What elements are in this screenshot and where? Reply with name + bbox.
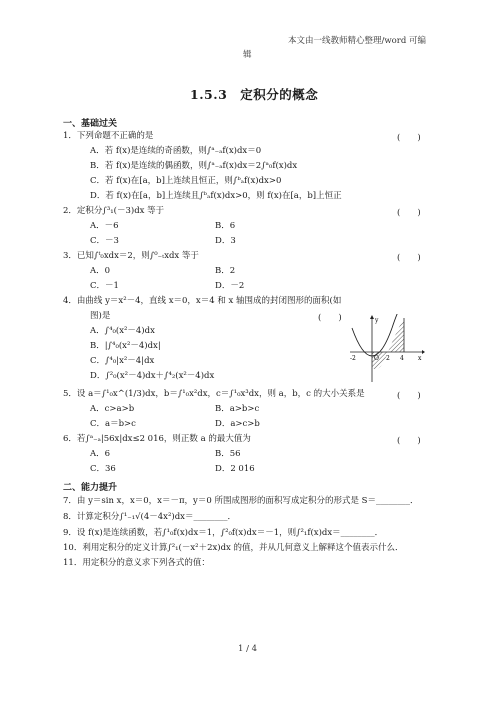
question-2-option-d: D．3 — [215, 236, 236, 246]
question-1-option-c: C．若 f(x)在[a，b]上连续且恒正，则∫ᵇₐf(x)dx>0 — [90, 176, 282, 186]
header-line1: 本文由一线教师精心整理/word 可编 — [288, 36, 426, 46]
question-6-option-b: B．56 — [215, 449, 241, 459]
graph-tick-neg2: -2 — [350, 355, 356, 362]
graph-tick-4: 4 — [400, 355, 404, 362]
question-3-option-b: B．2 — [215, 266, 236, 276]
question-5-stem: 5．设 a＝∫¹₀x^(1/3)dx，b＝∫¹₀x²dx，c＝∫¹₀x³dx，则 a，b，c 的大小关系是 — [63, 389, 365, 399]
header-line2: 辑 — [243, 50, 252, 60]
answer-paren-6: ( ) — [397, 436, 421, 446]
question-4-option-c: C．∫⁴₀|x²－4|dx — [90, 356, 155, 366]
question-4-option-b: B．|∫⁴₀(x²－4)dx| — [90, 341, 161, 351]
question-6-option-d: D．2 016 — [215, 464, 255, 474]
section-basic: 一、基础过关 — [63, 119, 118, 129]
question-4-stem-line1: 4．由曲线 y＝x²－4，直线 x＝0，x＝4 和 x 轴围成的封闭图形的面积(如 — [63, 296, 342, 306]
graph-origin-label: O — [374, 355, 379, 362]
graph-x-arrow — [422, 350, 425, 354]
question-1-option-a: A．若 f(x)是连续的奇函数，则∫ᵃ₋ₐf(x)dx＝0 — [90, 146, 262, 156]
question-6-option-a: A．6 — [90, 449, 111, 459]
answer-paren-3: ( ) — [397, 253, 421, 263]
question-4-option-d: D．∫²₀(x²－4)dx＋∫⁴₂(x²－4)dx — [90, 371, 215, 381]
question-3-option-a: A．0 — [90, 266, 111, 276]
question-9: 9．设 f(x)是连续函数，若∫¹₀f(x)dx＝1，∫²₀f(x)dx＝－1，则∫²₁f(x)dx＝________． — [63, 528, 384, 538]
q4-graph — [348, 314, 426, 384]
answer-paren-5: ( ) — [397, 391, 421, 401]
question-3-stem: 3．已知∫ᵗ₀xdx＝2，则∫⁰₋ₜxdx 等于 — [63, 251, 199, 261]
question-2-option-c: C．－3 — [90, 236, 119, 246]
question-7: 7．由 y＝sin x，x＝0，x＝－π，y＝0 所围成图形的面积写成定积分的形式是 S＝________． — [63, 496, 419, 506]
question-3-option-d: D．－2 — [215, 281, 245, 291]
graph-shaded-region-right — [388, 318, 404, 352]
question-10: 10．利用定积分的定义计算∫²₁(－x²＋2x)dx 的值，并从几何意义上解释这个值表示什么． — [63, 543, 404, 553]
question-11: 11．用定积分的意义求下列各式的值： — [63, 558, 210, 568]
question-6-option-c: C．36 — [90, 464, 116, 474]
section-advanced: 二、能力提升 — [63, 483, 118, 493]
answer-paren-2: ( ) — [397, 208, 421, 218]
question-5-option-c: C．a＝b>c — [90, 419, 136, 429]
question-4-option-a: A．∫⁴₀(x²－4)dx — [90, 326, 155, 336]
page-number: 1 / 4 — [238, 644, 258, 654]
graph-x-label: x — [418, 355, 422, 362]
graph-y-label: y — [375, 317, 379, 324]
question-6-stem: 6．若∫ᵃ₋ₐ|56x|dx≤2 016，则正数 a 的最大值为 — [63, 434, 251, 444]
question-5-option-d: D．a>c>b — [215, 419, 260, 429]
question-3-option-c: C．－1 — [90, 281, 119, 291]
question-2-stem: 2．定积分∫³₁(－3)dx 等于 — [63, 206, 165, 216]
question-1-stem: 1．下列命题不正确的是 — [63, 131, 154, 141]
question-5-option-b: B．a>b>c — [215, 404, 260, 414]
graph-y-arrow — [370, 315, 374, 319]
question-1-option-d: D．若 f(x)在[a，b]上连续且∫ᵇₐf(x)dx>0，则 f(x)在[a，b]上恒正 — [90, 191, 342, 201]
graph-tick-2: 2 — [386, 355, 390, 362]
question-4-stem-line2: 图)是 — [90, 311, 111, 321]
question-2-option-a: A．－6 — [90, 221, 119, 231]
page-title: 1.5.3 定积分的概念 — [190, 87, 319, 102]
answer-paren-4: ( ) — [318, 313, 342, 323]
question-8: 8．计算定积分∫¹₋₁√(4－4x²)dx＝________． — [63, 512, 236, 522]
answer-paren-1: ( ) — [397, 133, 421, 143]
question-1-option-b: B．若 f(x)是连续的偶函数，则∫ᵃ₋ₐf(x)dx＝2∫ᵃ₀f(x)dx — [90, 161, 298, 171]
question-2-option-b: B．6 — [215, 221, 236, 231]
question-5-option-a: A．c>a>b — [90, 404, 135, 414]
